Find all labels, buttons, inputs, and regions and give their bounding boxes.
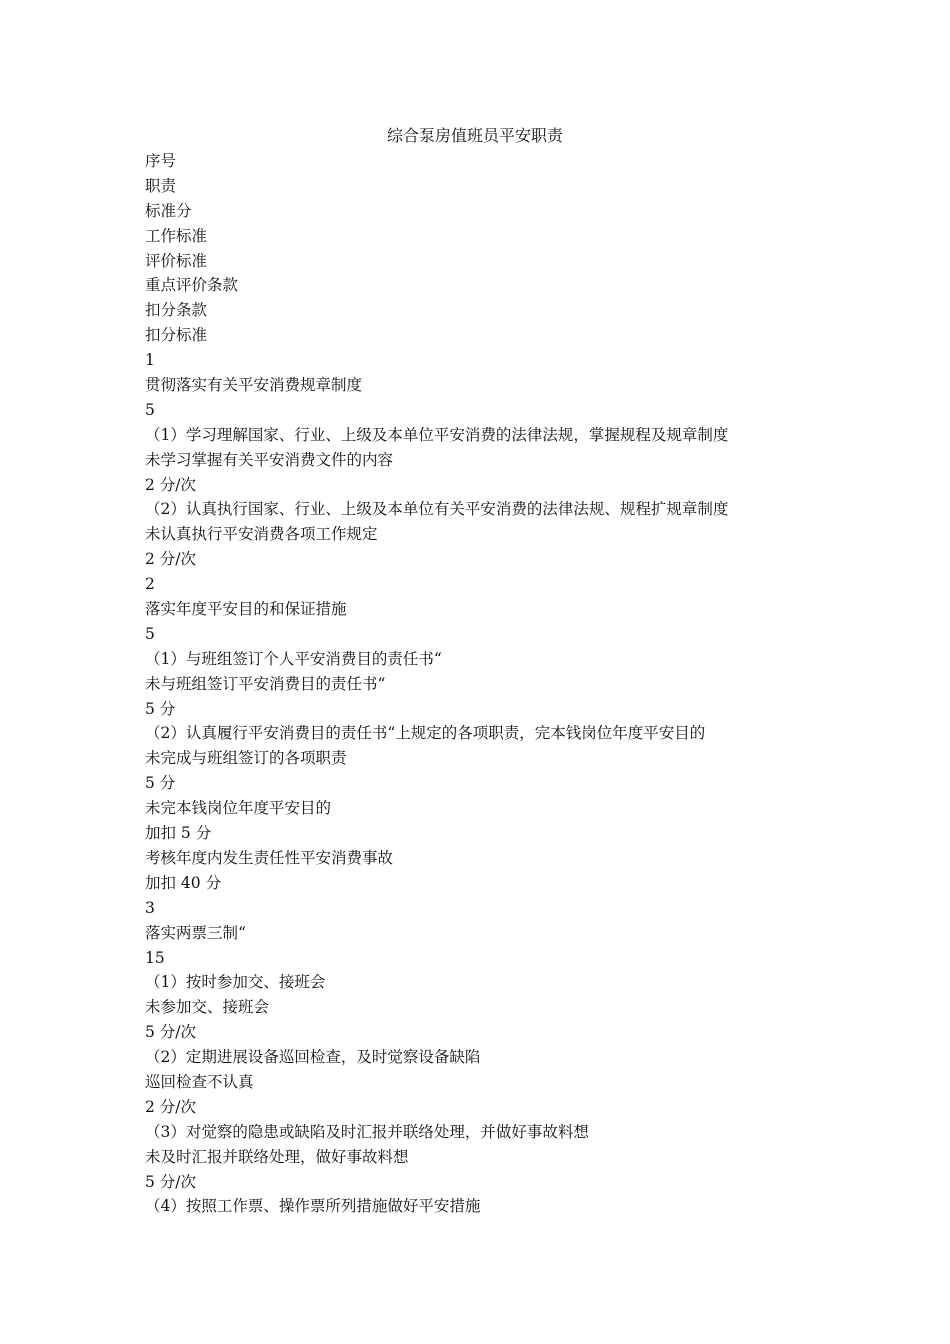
text-line: 5 分 [145, 699, 176, 718]
text-line: 序号 [145, 152, 177, 170]
text-line: 15 [145, 948, 165, 967]
text-line: 5 分 [145, 774, 176, 793]
text-line: 未完成与班组签订的各项职责 [145, 749, 347, 768]
text-line: 落实两票三制“ [145, 923, 246, 942]
text-line: 评价标准 [145, 251, 208, 270]
text-line: 考核年度内发生责任性平安消费事故 [145, 848, 394, 867]
text-line: 5 分/次 [145, 1172, 197, 1191]
text-line: 加扣 5 分 [145, 824, 212, 843]
text-line: （2）定期进展设备巡回检查，及时觉察设备缺陷 [145, 1048, 481, 1067]
text-line: 未完本钱岗位年度平安目的 [145, 799, 332, 818]
text-line: 2 分/次 [145, 1097, 197, 1116]
text-line: （1）与班组签订个人平安消费目的责任书“ [145, 649, 442, 668]
text-line: 2 分/次 [145, 475, 197, 494]
text-line: 落实年度平安目的和保证措施 [145, 600, 347, 619]
text-line: 未学习掌握有关平安消费文件的内容 [145, 450, 394, 469]
text-line: 扣分条款 [145, 301, 208, 320]
text-line: 2 分/次 [145, 550, 197, 569]
text-line: （3）对觉察的隐患或缺陷及时汇报并联络处理，并做好事故料想 [145, 1122, 589, 1141]
text-line: 重点评价条款 [145, 276, 239, 295]
text-line: 贯彻落实有关平安消费规章制度 [145, 376, 363, 395]
text-line: （2）认真执行国家、行业、上级及本单位有关平安消费的法律法规、规程扩规章制度 [145, 500, 729, 519]
text-line: 扣分标准 [145, 326, 208, 345]
text-line: 巡回检查不认真 [145, 1072, 254, 1091]
text-line: 1 [145, 351, 155, 370]
text-line: 5 [145, 400, 155, 419]
document-title: 综合泵房值班员平安职责 [386, 126, 563, 145]
text-line: （1）学习理解国家、行业、上级及本单位平安消费的法律法规，掌握规程及规章制度 [145, 425, 729, 444]
text-line: 未参加交、接班会 [145, 998, 270, 1017]
text-line: 工作标准 [145, 226, 208, 245]
text-line: 未及时汇报并联络处理，做好事故料想 [145, 1147, 409, 1166]
text-line: 未与班组签订平安消费目的责任书“ [145, 674, 386, 693]
text-line: 2 [145, 575, 155, 594]
text-line: 3 [145, 898, 155, 917]
text-line: 标准分 [145, 201, 192, 220]
text-line: 5 分/次 [145, 1023, 197, 1042]
text-line: （1）按时参加交、接班会 [145, 973, 326, 992]
text-line: 未认真执行平安消费各项工作规定 [145, 525, 378, 544]
text-line: 5 [145, 624, 155, 643]
text-line: （2）认真履行平安消费目的责任书“上规定的各项职责，完本钱岗位年度平安目的 [145, 724, 706, 743]
document-body [145, 149, 825, 1219]
text-line: （4）按照工作票、操作票所列措施做好平安措施 [145, 1197, 481, 1216]
text-line: 职责 [145, 176, 177, 195]
text-line: 加扣 40 分 [145, 873, 222, 892]
